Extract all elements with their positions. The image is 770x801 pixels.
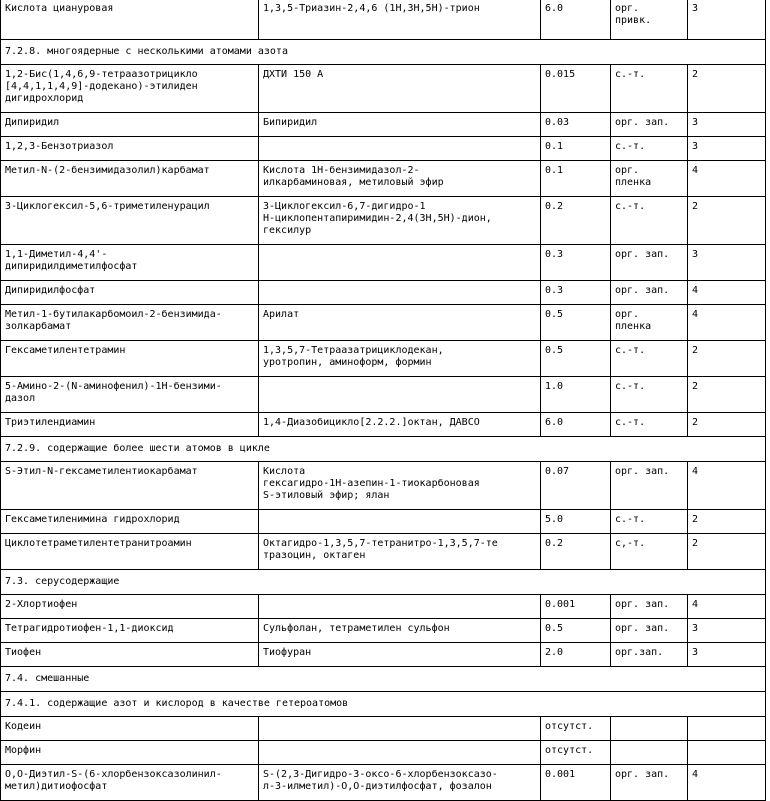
concentration-cell: 0.5 xyxy=(541,341,611,377)
table-row xyxy=(1,534,766,570)
hazard-class-cell: 3 xyxy=(688,0,766,40)
hazard-class-cell: 3 xyxy=(688,137,766,161)
substance-name-cell: 1,2,3-Бензотриазол xyxy=(1,137,259,161)
hazard-class-cell: 2 xyxy=(688,510,766,534)
concentration-cell: 1.0 xyxy=(541,377,611,413)
table-row xyxy=(1,413,766,437)
table-row xyxy=(1,643,766,667)
hazard-sign-cell: орг. пленка xyxy=(611,305,688,341)
section-row xyxy=(1,437,766,462)
hazard-class-cell: 4 xyxy=(688,595,766,619)
hazard-class-cell xyxy=(688,741,766,765)
substance-name-cell: Метил-N-(2-бензимидазолил)карбамат xyxy=(1,161,259,197)
table-row xyxy=(1,65,766,113)
hazard-class-cell: 2 xyxy=(688,413,766,437)
table-row xyxy=(1,197,766,245)
table-row xyxy=(1,510,766,534)
substance-name-cell: Тиофен xyxy=(1,643,259,667)
hazard-sign-cell: орг.зап. xyxy=(611,643,688,667)
section-row xyxy=(1,692,766,717)
hazard-sign-cell: орг. зап. xyxy=(611,281,688,305)
synonym-cell: 1,3,5,7-Тетраазатрициклодекан, уротропин, аминоформ, формин xyxy=(259,341,541,377)
synonym-cell: ДХТИ 150 А xyxy=(259,65,541,113)
synonym-cell: Кислота гексагидро-1H-азепин-1-тиокарбоновая S-этиловый эфир; ялан xyxy=(259,462,541,510)
hazard-sign-cell xyxy=(611,741,688,765)
substance-name-cell: Гексаметиленимина гидрохлорид xyxy=(1,510,259,534)
synonym-cell xyxy=(259,245,541,281)
table-row xyxy=(1,717,766,741)
substance-name-cell: Кодеин xyxy=(1,717,259,741)
concentration-cell: 5.0 xyxy=(541,510,611,534)
table-row xyxy=(1,305,766,341)
concentration-cell: 0.001 xyxy=(541,595,611,619)
concentration-cell: 0.5 xyxy=(541,305,611,341)
hazard-class-cell: 2 xyxy=(688,197,766,245)
substances-table-body xyxy=(1,0,766,801)
table-row xyxy=(1,765,766,801)
substance-name-cell: Дипиридил xyxy=(1,113,259,137)
hazard-class-cell: 2 xyxy=(688,377,766,413)
substance-name-cell: 3-Циклогексил-5,6-триметиленурацил xyxy=(1,197,259,245)
table-row xyxy=(1,462,766,510)
synonym-cell xyxy=(259,595,541,619)
concentration-cell: отсутст. xyxy=(541,741,611,765)
hazard-class-cell: 3 xyxy=(688,113,766,137)
section-title: 7.3. серусодержащие xyxy=(1,570,766,595)
concentration-cell: 0.1 xyxy=(541,161,611,197)
hazard-class-cell: 4 xyxy=(688,765,766,801)
hazard-class-cell: 3 xyxy=(688,619,766,643)
substance-name-cell: S-Этил-N-гексаметилентиокарбамат xyxy=(1,462,259,510)
section-row xyxy=(1,570,766,595)
substance-name-cell: Тетрагидротиофен-1,1-диоксид xyxy=(1,619,259,643)
synonym-cell: 1,3,5-Триазин-2,4,6 (1H,3H,5H)-трион xyxy=(259,0,541,40)
table-row xyxy=(1,595,766,619)
hazard-sign-cell: орг. пленка xyxy=(611,161,688,197)
substance-name-cell: 1,2-Бис(1,4,6,9-тетраазотрицикло [4,4,1,1,4,9]-додекано)-этилиден дигидрохлорид xyxy=(1,65,259,113)
hazard-sign-cell: с.-т. xyxy=(611,377,688,413)
synonym-cell: S-(2,3-Дигидро-3-оксо-6-хлорбензоксазо- л-3-илметил)-O,O-диэтилфосфат, фозалон xyxy=(259,765,541,801)
substance-name-cell: Гексаметилентетрамин xyxy=(1,341,259,377)
section-title: 7.2.9. содержащие более шести атомов в цикле xyxy=(1,437,766,462)
hazard-class-cell: 2 xyxy=(688,534,766,570)
hazard-sign-cell: орг. зап. xyxy=(611,113,688,137)
synonym-cell: Тиофуран xyxy=(259,643,541,667)
hazard-sign-cell: орг. зап. xyxy=(611,595,688,619)
concentration-cell: 0.07 xyxy=(541,462,611,510)
hazard-class-cell: 4 xyxy=(688,281,766,305)
substance-name-cell: Кислота циануровая xyxy=(1,0,259,40)
section-title: 7.4. смешанные xyxy=(1,667,766,692)
synonym-cell xyxy=(259,137,541,161)
synonym-cell: Кислота 1H-бензимидазол-2- илкарбаминовая, метиловый эфир xyxy=(259,161,541,197)
substance-name-cell: Циклотетраметилентетранитроамин xyxy=(1,534,259,570)
hazard-sign-cell: орг. зап. xyxy=(611,765,688,801)
hazard-sign-cell: орг. привк. xyxy=(611,0,688,40)
table-row xyxy=(1,245,766,281)
hazard-class-cell: 4 xyxy=(688,161,766,197)
substance-name-cell: Триэтилендиамин xyxy=(1,413,259,437)
concentration-cell: 0.001 xyxy=(541,765,611,801)
concentration-cell: 0.015 xyxy=(541,65,611,113)
section-title: 7.2.8. многоядерные с несколькими атомами азота xyxy=(1,40,766,65)
hazard-sign-cell: орг. зап. xyxy=(611,462,688,510)
table-row xyxy=(1,113,766,137)
synonym-cell xyxy=(259,510,541,534)
concentration-cell: 0.2 xyxy=(541,534,611,570)
synonym-cell: 3-Циклогексил-6,7-дигидро-1 H-циклопентапиримидин-2,4(3H,5H)-дион, гексилур xyxy=(259,197,541,245)
synonym-cell: Бипиридил xyxy=(259,113,541,137)
substance-name-cell: 1,1-Диметил-4,4'- дипиридилдиметилфосфат xyxy=(1,245,259,281)
concentration-cell: отсутст. xyxy=(541,717,611,741)
table-row xyxy=(1,137,766,161)
concentration-cell: 6.0 xyxy=(541,413,611,437)
synonym-cell xyxy=(259,741,541,765)
concentration-cell: 6.0 xyxy=(541,0,611,40)
hazard-sign-cell: с.-т. xyxy=(611,197,688,245)
hazard-sign-cell xyxy=(611,717,688,741)
concentration-cell: 0.3 xyxy=(541,281,611,305)
hazard-sign-cell: орг. зап. xyxy=(611,619,688,643)
table-row xyxy=(1,161,766,197)
hazard-class-cell: 4 xyxy=(688,305,766,341)
hazard-sign-cell: с.-т. xyxy=(611,65,688,113)
hazard-sign-cell: с.-т. xyxy=(611,413,688,437)
synonym-cell: Октагидро-1,3,5,7-тетранитро-1,3,5,7-те тразоцин, октаген xyxy=(259,534,541,570)
concentration-cell: 0.2 xyxy=(541,197,611,245)
concentration-cell: 0.03 xyxy=(541,113,611,137)
concentration-cell: 2.0 xyxy=(541,643,611,667)
concentration-cell: 0.1 xyxy=(541,137,611,161)
section-row xyxy=(1,40,766,65)
table-row xyxy=(1,377,766,413)
hazard-class-cell: 3 xyxy=(688,245,766,281)
table-row xyxy=(1,281,766,305)
hazard-class-cell: 2 xyxy=(688,65,766,113)
synonym-cell: Арилат xyxy=(259,305,541,341)
section-title: 7.4.1. содержащие азот и кислород в качестве гетероатомов xyxy=(1,692,766,717)
synonym-cell: Сульфолан, тетраметилен сульфон xyxy=(259,619,541,643)
substance-name-cell: O,O-Диэтил-S-(6-хлорбензоксазолинил- метил)дитиофосфат xyxy=(1,765,259,801)
hazard-sign-cell: с.-т. xyxy=(611,510,688,534)
substance-name-cell: 2-Хлортиофен xyxy=(1,595,259,619)
hazard-sign-cell: с.-т. xyxy=(611,341,688,377)
synonym-cell xyxy=(259,281,541,305)
substance-name-cell: Метил-1-бутилакарбомоил-2-бензимида- золкарбамат xyxy=(1,305,259,341)
hazard-sign-cell: с,-т. xyxy=(611,534,688,570)
synonym-cell xyxy=(259,377,541,413)
concentration-cell: 0.5 xyxy=(541,619,611,643)
table-row xyxy=(1,741,766,765)
hazard-sign-cell: с.-т. xyxy=(611,137,688,161)
concentration-cell: 0.3 xyxy=(541,245,611,281)
synonym-cell xyxy=(259,717,541,741)
hazard-sign-cell: орг. зап. xyxy=(611,245,688,281)
substance-name-cell: Дипиридилфосфат xyxy=(1,281,259,305)
hazard-class-cell: 2 xyxy=(688,341,766,377)
section-row xyxy=(1,667,766,692)
substance-name-cell: Морфин xyxy=(1,741,259,765)
hazard-class-cell: 3 xyxy=(688,643,766,667)
synonym-cell: 1,4-Диазобицикло[2.2.2.]октан, ДАВСО xyxy=(259,413,541,437)
hazard-class-cell xyxy=(688,717,766,741)
substance-name-cell: 5-Амино-2-(N-аминофенил)-1H-бензими- дазол xyxy=(1,377,259,413)
table-row xyxy=(1,341,766,377)
hazard-class-cell: 4 xyxy=(688,462,766,510)
table-row xyxy=(1,0,766,40)
table-row xyxy=(1,619,766,643)
